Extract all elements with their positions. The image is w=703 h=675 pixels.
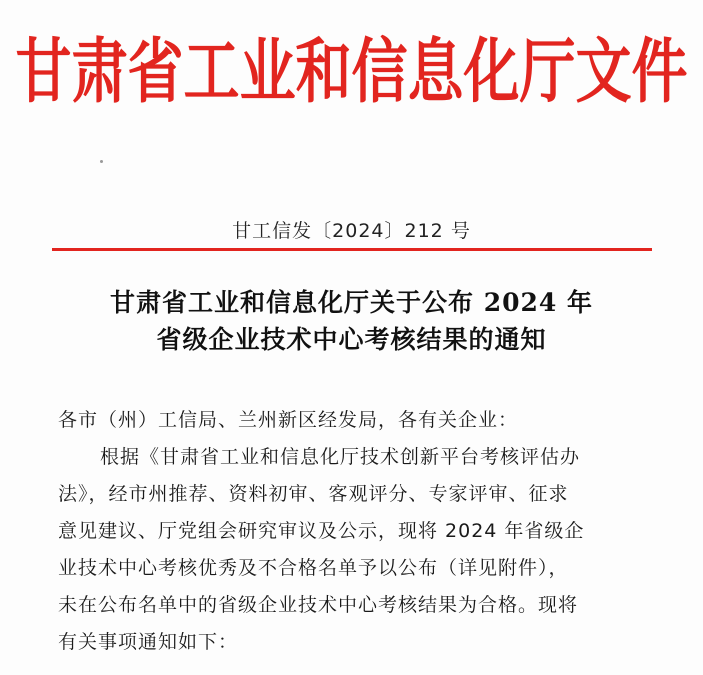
- document-number: 甘工信发〔2024〕212 号: [232, 220, 471, 242]
- body-line-1: 根据《甘肃省工业和信息化厅技术创新平台考核评估办: [100, 446, 581, 468]
- notice-title-line-1: 甘肃省工业和信息化厅关于公布 2024 年: [110, 288, 593, 317]
- red-divider-line: [52, 248, 652, 251]
- document-header-title: 甘肃省工业和信息化厅文件: [15, 31, 688, 113]
- body-line-6: 有关事项通知如下：: [58, 631, 239, 653]
- notice-body: [58, 402, 658, 661]
- body-line-3: 意见建议、厅党组会研究审议及公示，现将 2024 年省级企: [58, 520, 585, 542]
- body-line-4: 业技术中心考核优秀及不合格名单予以公布（详见附件），: [58, 557, 569, 579]
- notice-title: [0, 284, 703, 358]
- body-line-2: 法》，经市州推荐、资料初审、客观评分、专家评审、征求: [58, 483, 569, 505]
- salutation: 各市（州）工信局、兰州新区经发局，各有关企业：: [58, 409, 519, 431]
- scan-speck: [100, 160, 103, 163]
- notice-title-line-2: 省级企业技术中心考核结果的通知: [156, 325, 547, 354]
- body-line-5: 未在公布名单中的省级企业技术中心考核结果为合格。现将: [58, 594, 579, 616]
